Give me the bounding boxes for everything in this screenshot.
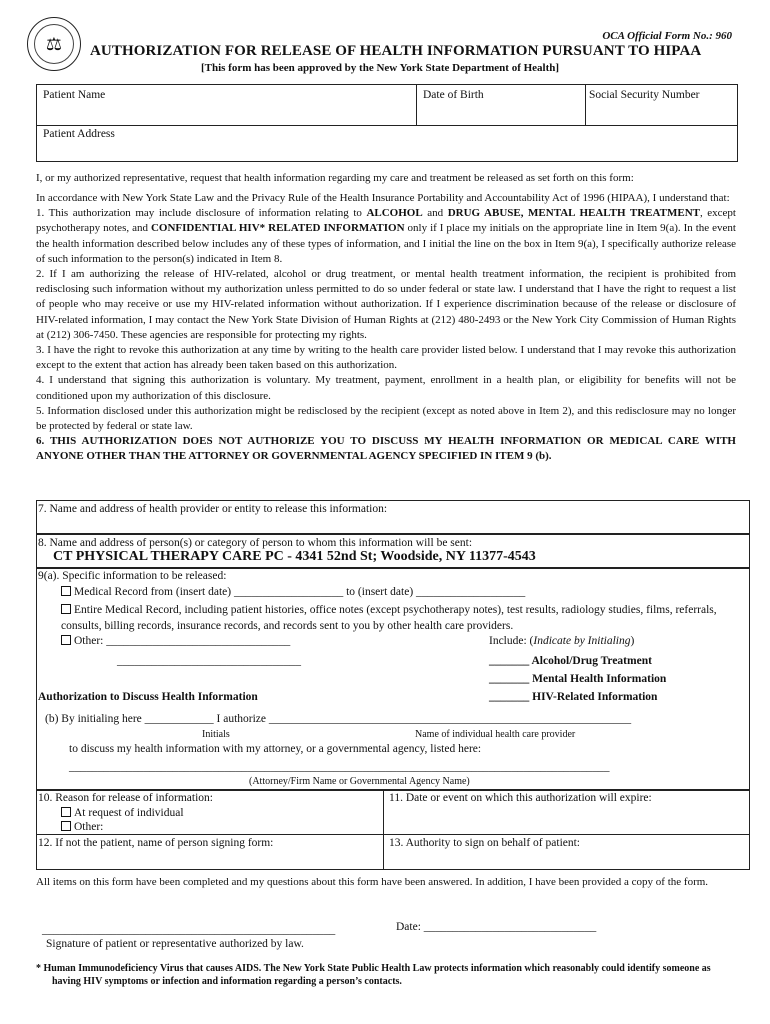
law-text: In accordance with New York State Law and the Privacy Rule of the Health Insurance Portability and Accountability Act of 1996 (HIPAA), I understand that: <box>36 192 730 204</box>
item-4: 4. I understand that signing this authorization is voluntary. My treatment, payment, enrollment in a health plan, or eligibility for benefits will not be conditioned upon my authorization of this disclosure. <box>36 374 736 402</box>
entire-record-option[interactable]: Entire Medical Record, including patient histories, office notes (except psychotherapy notes), test results, radiology studies, films, referrals, consults, billing records, insurance records, and records sent to you by other health care providers. <box>61 604 717 632</box>
footnote: * Human Immunodeficiency Virus that causes AIDS. The New York State Public Health Law protects information which reasonably could identify someone as having HIV symptoms or infection and information regarding a person’s contacts. <box>36 963 711 987</box>
checkbox-icon[interactable] <box>61 821 71 831</box>
alcohol-initial[interactable]: _______ Alcohol/Drug Treatment <box>489 655 652 667</box>
attorney-caption: (Attorney/Firm Name or Governmental Agency Name) <box>249 776 470 787</box>
other-line-2[interactable]: ________________________________ <box>117 655 301 667</box>
form-number: OCA Official Form No.: 960 <box>602 30 732 42</box>
checkbox-icon[interactable] <box>61 635 71 645</box>
medical-record-option[interactable]: Medical Record from (insert date) ___________________ to (insert date) ___________________ <box>61 586 525 598</box>
intro-text: I, or my authorized representative, request that health information regarding my care and treatment be released as set forth on this form: <box>36 172 634 184</box>
item-11-field[interactable]: 11. Date or event on which this authorization will expire: <box>389 792 652 804</box>
recipient-name: CT PHYSICAL THERAPY CARE PC - 4341 52nd St; Woodside, NY 11377-4543 <box>53 549 536 564</box>
checkbox-icon[interactable] <box>61 586 71 596</box>
item-3: 3. I have the right to revoke this authorization at any time by writing to the health care provider listed below. I understand that I may revoke this authorization except to the extent that action has already been taken based on this authorization. <box>36 344 736 372</box>
item-5: 5. Information disclosed under this authorization might be redisclosed by the recipient (except as noted above in Item 2), and this redisclosure may no longer be protected by federal or state law. <box>36 404 736 433</box>
patient-info-table <box>36 84 738 162</box>
hiv-initial[interactable]: _______ HIV-Related Information <box>489 691 658 703</box>
include-label: Include: (Indicate by Initialing) <box>489 635 635 647</box>
patient-address-field[interactable]: Patient Address <box>43 128 115 140</box>
item-10-label: 10. Reason for release of information: <box>38 792 213 804</box>
signature-caption: Signature of patient or representative authorized by law. <box>46 938 304 950</box>
ssn-field[interactable]: Social Security Number <box>589 89 700 101</box>
signature-line[interactable]: ___________________________________________________ <box>42 924 336 936</box>
item-6: 6. THIS AUTHORIZATION DOES NOT AUTHORIZE YOU TO DISCUSS MY HEALTH INFORMATION OR MEDICAL CARE WITH ANYONE OTHER THAN THE ATTORNEY OR GOVERNMENTAL AGENCY SPECIFIED IN ITEM 9 (b). <box>36 435 736 463</box>
reason-other-option[interactable]: Other: <box>61 821 103 833</box>
patient-name-field[interactable]: Patient Name <box>43 89 106 101</box>
mental-health-initial[interactable]: _______ Mental Health Information <box>489 673 667 685</box>
attorney-line[interactable]: ______________________________________________________________________________________________ <box>69 761 610 773</box>
provider-caption: Name of individual health care provider <box>415 729 576 740</box>
checkbox-icon[interactable] <box>61 604 71 614</box>
discuss-text: to discuss my health information with my attorney, or a governmental agency, listed here: <box>69 743 482 755</box>
item-13-field[interactable]: 13. Authority to sign on behalf of patient: <box>389 837 581 849</box>
form-title: AUTHORIZATION FOR RELEASE OF HEALTH INFORMATION PURSUANT TO HIPAA <box>90 43 702 59</box>
terms-section <box>36 191 736 465</box>
item-1: 1. This authorization may include disclosure of information relating to ALCOHOL and DRUG ABUSE, MENTAL HEALTH TREATMENT, except psychotherapy notes, and CONFIDENTIAL HIV* RELATED INFORMATION only if I place my initials on the appropriate line in Item 9(a). In the event the health information described below includes any of these types of information, and I initial the line on the box in Item 9(a), I specifically authorize release of such information to the person(s) indicated in Item 8. <box>36 207 736 265</box>
item-9b-heading: Authorization to Discuss Health Information <box>38 691 258 703</box>
checkbox-icon[interactable] <box>61 807 71 817</box>
state-seal-icon: ⚖ <box>27 17 81 71</box>
item-9-section: 9(a). Specific information to be released: Medical Record from (insert date) ___________________ to (insert date) ___________________ Entire Medical Record, including patient histories, office notes (except psychotherapy notes), test results, radiology studies, films, referrals, consults, billing records, insurance records, and records sent to you by other health care providers. Other: ________________________________ ________________________________ Include: (Indicate by Initialing) _______ Alcohol/Drug Treatment _______ Mental Health Information _______ HIV-Related Information Authorization to Discuss Health Information (b) By initialing here ____________ I authorize _______________________________________________________________ Initials Name of individual health care provider to discuss my health information with my attorney, or a governmental agency, listed here: ______________________________________________________________________________________________ (Attorney/Firm Name or Governmental Agency Name) <box>36 568 750 790</box>
date-field[interactable]: Date: ______________________________ <box>396 921 597 933</box>
item-2: 2. If I am authorizing the release of HIV-related, alcohol or drug treatment, or mental health treatment information, the recipient is prohibited from redisclosing such information without my authorization unless permitted to do so under federal or state law. I understand that I have the right to request a list of people who may receive or use my HIV-related information without authorization. If I experience discrimination because of the release or disclosure of HIV-related information, I may contact the New York State Division of Human Rights at (212) 480-2493 or the New York City Commission of Human Rights at (212) 306-7450. These agencies are responsible for protecting my rights. <box>36 268 736 341</box>
item-7-field[interactable]: 7. Name and address of health provider or entity to release this information: <box>36 500 750 534</box>
closing-text: All items on this form have been completed and my questions about this form have been answered. In addition, I have been provided a copy of the form. <box>36 876 709 888</box>
authorize-line[interactable]: (b) By initialing here ____________ I authorize _______________________________________________________________ <box>45 713 632 725</box>
other-option[interactable]: Other: ________________________________ <box>61 635 290 647</box>
reason-individual-option[interactable]: At request of individual <box>61 807 184 819</box>
form-subtitle: [This form has been approved by the New York State Department of Health] <box>200 62 560 74</box>
item-8-field[interactable]: 8. Name and address of person(s) or category of person to whom this information will be sent: CT PHYSICAL THERAPY CARE PC - 4341 52nd St; Woodside, NY 11377-4543 <box>36 534 750 568</box>
initials-caption: Initials <box>202 729 230 740</box>
item-12-field[interactable]: 12. If not the patient, name of person signing form: <box>38 837 274 849</box>
items-10-13-table <box>36 790 750 870</box>
date-of-birth-field[interactable]: Date of Birth <box>423 89 484 101</box>
